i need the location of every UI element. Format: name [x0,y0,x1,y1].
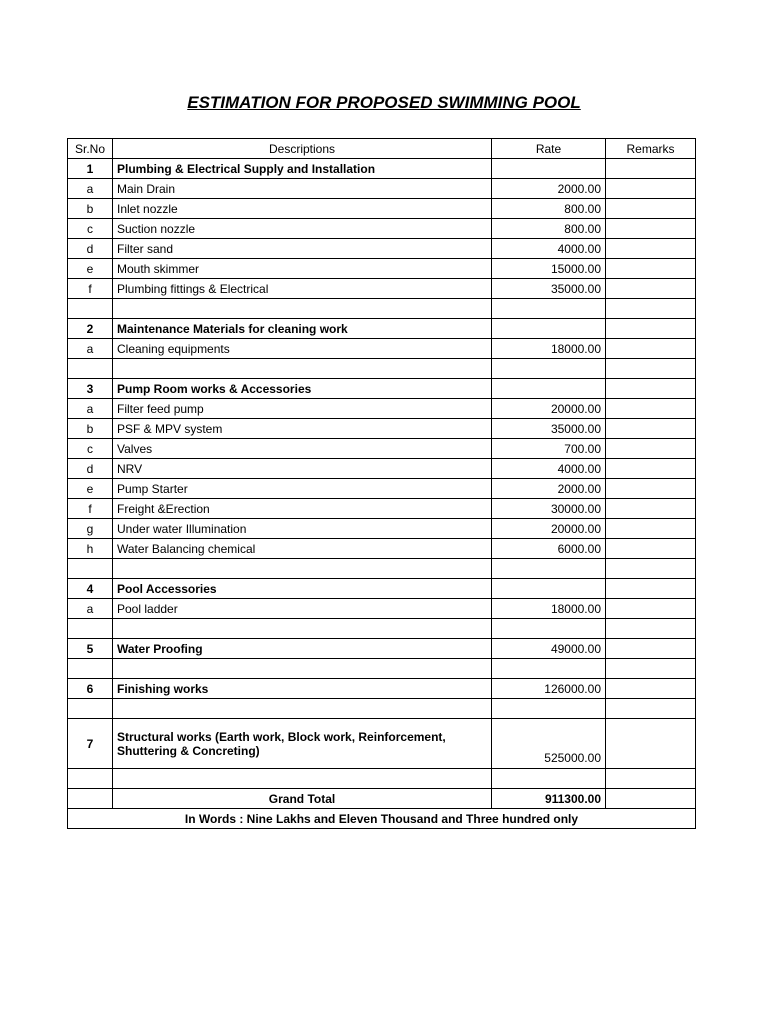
table-row [68,239,696,259]
estimation-table [67,138,696,829]
row-description: NRV [113,459,492,479]
table-row [68,419,696,439]
row-remarks [606,279,696,299]
spacer-row [68,699,696,719]
row-description: Freight &Erection [113,499,492,519]
row-remarks [606,459,696,479]
row-remarks [606,319,696,339]
row-description: Under water Illumination [113,519,492,539]
row-sr-no: a [68,399,113,419]
spacer-row [68,659,696,679]
row-description: Mouth skimmer [113,259,492,279]
row-rate [492,559,606,579]
row-rate: 2000.00 [492,479,606,499]
row-remarks [606,719,696,769]
row-sr-no: a [68,599,113,619]
in-words-row [68,809,696,829]
row-rate [492,359,606,379]
row-remarks [606,519,696,539]
row-sr-no [68,299,113,319]
spacer-row [68,619,696,639]
row-remarks [606,179,696,199]
table-row [68,459,696,479]
header-rate: Rate [492,139,606,159]
row-rate: 2000.00 [492,179,606,199]
row-description [113,769,492,789]
row-remarks [606,659,696,679]
grand-total-sr [68,789,113,809]
row-sr-no: 6 [68,679,113,699]
row-remarks [606,379,696,399]
table-row [68,379,696,399]
table-row [68,519,696,539]
row-description [113,359,492,379]
row-remarks [606,359,696,379]
row-remarks [606,499,696,519]
row-sr-no: g [68,519,113,539]
row-description: PSF & MPV system [113,419,492,439]
row-sr-no: a [68,179,113,199]
row-sr-no [68,659,113,679]
row-sr-no [68,699,113,719]
row-remarks [606,239,696,259]
row-description: Plumbing & Electrical Supply and Installation [113,159,492,179]
table-row [68,719,696,769]
row-remarks [606,599,696,619]
row-remarks [606,219,696,239]
row-description [113,559,492,579]
row-description: Pool Accessories [113,579,492,599]
row-description [113,619,492,639]
row-description: Finishing works [113,679,492,699]
table-row [68,259,696,279]
row-remarks [606,539,696,559]
row-sr-no [68,769,113,789]
row-rate: 35000.00 [492,419,606,439]
table-body [68,159,696,789]
row-description: Pool ladder [113,599,492,619]
table-row [68,539,696,559]
row-sr-no [68,559,113,579]
row-sr-no: 5 [68,639,113,659]
row-sr-no: b [68,199,113,219]
row-sr-no: 3 [68,379,113,399]
row-rate [492,299,606,319]
header-sr-no: Sr.No [68,139,113,159]
row-rate: 35000.00 [492,279,606,299]
row-rate: 30000.00 [492,499,606,519]
row-sr-no [68,359,113,379]
row-sr-no: a [68,339,113,359]
row-rate: 18000.00 [492,599,606,619]
row-rate [492,619,606,639]
row-remarks [606,559,696,579]
row-description: Water Balancing chemical [113,539,492,559]
grand-total-label: Grand Total [113,789,492,809]
row-rate: 126000.00 [492,679,606,699]
table-row [68,479,696,499]
row-remarks [606,479,696,499]
row-remarks [606,639,696,659]
row-description: Structural works (Earth work, Block work, Reinforcement, Shuttering & Concreting) [113,719,492,769]
row-description: Plumbing fittings & Electrical [113,279,492,299]
row-sr-no: e [68,479,113,499]
row-rate: 800.00 [492,199,606,219]
row-description: Suction nozzle [113,219,492,239]
row-description: Main Drain [113,179,492,199]
table-header-row [68,139,696,159]
row-sr-no: c [68,219,113,239]
row-rate [492,319,606,339]
document-title: ESTIMATION FOR PROPOSED SWIMMING POOL [187,93,581,112]
row-rate: 700.00 [492,439,606,459]
row-description: Maintenance Materials for cleaning work [113,319,492,339]
row-rate: 20000.00 [492,519,606,539]
table-row [68,339,696,359]
row-description: Filter sand [113,239,492,259]
row-sr-no: 1 [68,159,113,179]
row-remarks [606,299,696,319]
row-sr-no: b [68,419,113,439]
spacer-row [68,299,696,319]
row-rate [492,699,606,719]
row-rate: 18000.00 [492,339,606,359]
row-rate: 6000.00 [492,539,606,559]
row-sr-no: 4 [68,579,113,599]
table-row [68,319,696,339]
header-remarks: Remarks [606,139,696,159]
row-description [113,659,492,679]
row-rate [492,379,606,399]
row-rate: 4000.00 [492,239,606,259]
row-rate: 20000.00 [492,399,606,419]
table-row [68,219,696,239]
row-description: Valves [113,439,492,459]
row-remarks [606,679,696,699]
spacer-row [68,359,696,379]
row-remarks [606,579,696,599]
row-sr-no: 2 [68,319,113,339]
row-sr-no: 7 [68,719,113,769]
table-row [68,679,696,699]
row-remarks [606,419,696,439]
row-sr-no: e [68,259,113,279]
spacer-row [68,559,696,579]
row-remarks [606,199,696,219]
row-rate: 800.00 [492,219,606,239]
row-sr-no: d [68,459,113,479]
row-remarks [606,439,696,459]
grand-total-remarks [606,789,696,809]
row-sr-no [68,619,113,639]
row-sr-no: d [68,239,113,259]
row-rate: 4000.00 [492,459,606,479]
amount-in-words: In Words : Nine Lakhs and Eleven Thousand and Three hundred only [68,809,696,829]
table-row [68,279,696,299]
row-remarks [606,259,696,279]
table-row [68,579,696,599]
row-rate: 49000.00 [492,639,606,659]
table-row [68,199,696,219]
row-description: Water Proofing [113,639,492,659]
row-description: Pump Starter [113,479,492,499]
row-sr-no: f [68,499,113,519]
table-row [68,439,696,459]
row-remarks [606,159,696,179]
row-remarks [606,699,696,719]
row-description [113,699,492,719]
row-rate [492,659,606,679]
row-description: Cleaning equipments [113,339,492,359]
row-description: Inlet nozzle [113,199,492,219]
table-row [68,399,696,419]
row-description [113,299,492,319]
row-sr-no: f [68,279,113,299]
row-rate: 15000.00 [492,259,606,279]
row-remarks [606,769,696,789]
table-row [68,179,696,199]
row-sr-no: c [68,439,113,459]
row-remarks [606,339,696,359]
table-row [68,599,696,619]
table-row [68,639,696,659]
table-row [68,159,696,179]
spacer-row [68,769,696,789]
row-remarks [606,619,696,639]
row-rate [492,159,606,179]
row-description: Filter feed pump [113,399,492,419]
row-sr-no: h [68,539,113,559]
row-remarks [606,399,696,419]
row-rate [492,769,606,789]
grand-total-row [68,789,696,809]
row-description: Pump Room works & Accessories [113,379,492,399]
grand-total-value: 911300.00 [492,789,606,809]
table-row [68,499,696,519]
header-descriptions: Descriptions [113,139,492,159]
row-rate: 525000.00 [492,719,606,769]
row-rate [492,579,606,599]
